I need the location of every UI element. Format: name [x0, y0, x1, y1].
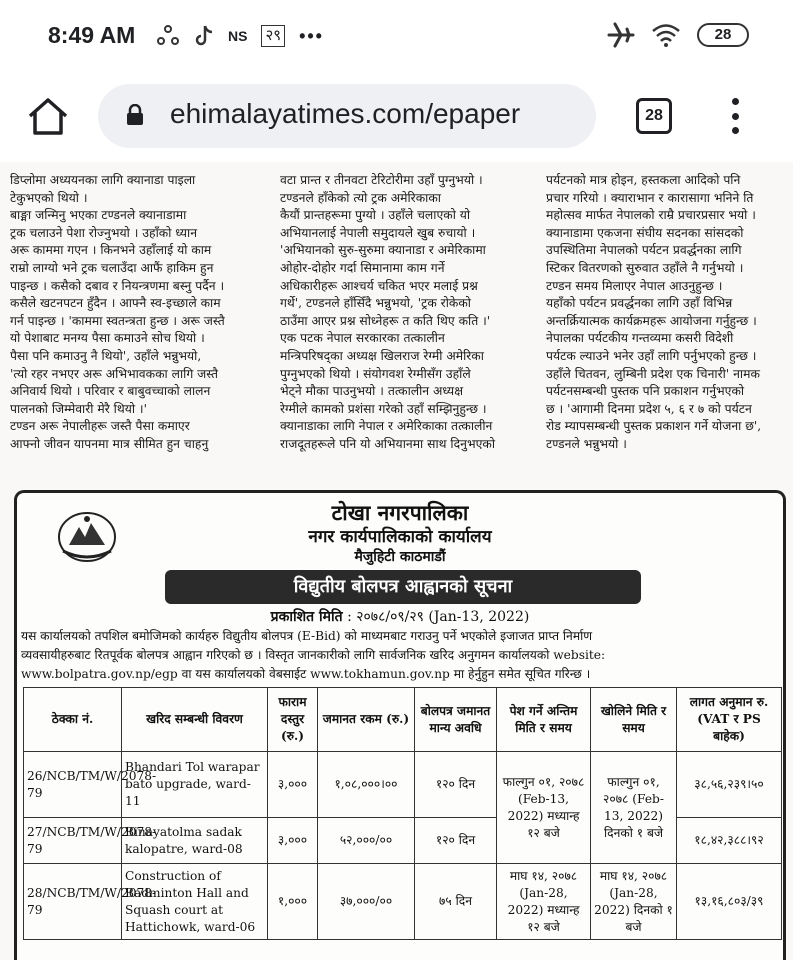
cell-contract-no: 26/NCB/TM/W/2078-79: [24, 752, 122, 818]
battery-icon: 28: [697, 23, 749, 47]
notice-body-line: व्यवसायीहरुबाट रितपूर्वक बोलपत्र आह्वान गरिएको छ । विस्तृत जानकारीको लागि सार्वजनिक खरिद अनुगमन कार्यालयको website:: [21, 648, 606, 662]
office-name: नगर कार्यपालिकाको कार्यालय: [308, 527, 492, 547]
cell-security-amount: ३७,०००/००: [318, 864, 415, 940]
article-line: नेपालका पर्यटकीय गन्तव्यमा कसरी विदेशी: [546, 331, 734, 346]
notification-icons: [156, 24, 324, 48]
more-notifications-icon: •••: [299, 25, 324, 46]
cell-submission-deadline: फाल्गुन ०१, २०७८ (Feb-13, 2022) मध्यान्ह १२ बजे: [497, 752, 591, 864]
article-line: पर्यटनसम्बन्धी पुस्तक पनि प्रकाशन गर्नुभएको: [546, 384, 745, 399]
url-text[interactable]: ehimalayatimes.com/epaper: [170, 98, 521, 129]
tender-table: [23, 687, 782, 940]
cell-validity: १२० दिन: [415, 752, 497, 818]
article-column-3: [546, 172, 786, 454]
news-badge-icon: २९: [261, 25, 285, 47]
wifi-icon: [651, 22, 681, 48]
cell-form-fee: ३,०००: [268, 818, 318, 864]
cell-submission-deadline: माघ १४, २०७८ (Jan-28, 2022) मध्यान्ह १२ बजे: [497, 864, 591, 940]
status-bar: [0, 0, 793, 72]
cell-cost-estimate: ३८,५६,२३९।५०: [677, 752, 782, 818]
article-text: [0, 172, 793, 470]
system-icons: [607, 22, 749, 48]
article-line: वटा प्रान्त र तीनवटा टेरिटोरीमा उहाँ पुग्नुभयो ।: [280, 173, 483, 187]
article-line: मन्त्रिपरिषद्का अध्यक्ष खिलराज रेग्मी अमेरिका: [280, 348, 484, 363]
table-row: [24, 864, 782, 940]
notice-body: [21, 627, 783, 684]
cell-validity: ७५ दिन: [415, 864, 497, 940]
home-icon[interactable]: [26, 96, 70, 136]
article-column-1: [10, 172, 262, 454]
article-line: पैसा पनि कमाउनु नै थियो', उहाँले भन्नुभयो,: [10, 348, 202, 363]
article-line: क्यानाडाका लागि नेपाल र अमेरिकाका तत्कालीन: [280, 419, 493, 434]
lock-icon[interactable]: [126, 104, 144, 126]
notice-body-line: यस कार्यालयको तपशिल बमोजिमको कार्यहरु विद्युतीय बोलपत्र (E-Bid) को माध्यमबाट गराउनु पर्ने भएकोले इजाजत प्राप्त निर्माण: [21, 629, 593, 643]
header-form-fee: फाराम दस्तुर (रु.): [268, 688, 318, 752]
publication-date-label: प्रकाशित मिति: [270, 609, 343, 625]
article-line: रेग्मीले कामको प्रशंसा गरेको उहाँ सम्झिनुहुन्छ ।: [280, 401, 487, 416]
article-line: कैयौं प्रान्तहरूमा पुग्यो । उहाँले चलाएको यो: [280, 208, 471, 223]
cell-opening-date: माघ १४, २०७८ (Jan-28, 2022) दिनको १ बजे: [591, 864, 677, 940]
cell-description: Binayatolma sadak kalopatre, ward-08: [122, 818, 268, 864]
cell-cost-estimate: १८,४२,३८८।९२: [677, 818, 782, 864]
tiktok-icon: [194, 24, 214, 48]
article-line: गर्न पाइन्छ । 'काममा स्वतन्त्रता हुन्छ । अरू जस्तै: [10, 313, 225, 328]
cell-cost-estimate: १३,१६,८०३/३९: [677, 864, 782, 940]
cell-security-amount: ५२,०००/००: [318, 818, 415, 864]
article-line: स्टिकर वितरणको सुरुवात उहाँले नै गर्नुभयो ।: [546, 260, 744, 275]
tender-notice: [14, 490, 786, 960]
ns-icon: NS: [228, 28, 248, 44]
article-line: छ । 'आगामी दिनमा प्रदेश ५, ६ र ७ को पर्यटन: [546, 401, 752, 416]
article-line: यहाँको पर्यटन प्रवर्द्धनका लागि उहाँ विभिन्न: [546, 296, 733, 311]
article-line: डिप्लोमा अध्ययनका लागि क्यानाडा पाइला: [10, 173, 196, 187]
article-line: अनिवार्य थियो । परिवार र बाबुवच्चाको लालन: [10, 384, 211, 399]
article-line: 'अभियानको सुरु-सुरुमा क्यानाडा र अमेरिकामा: [280, 243, 486, 258]
article-line: यो पेशाबाट मनग्य पैसा कमाउने सोच थियो ।: [10, 331, 205, 346]
browser-toolbar: [0, 72, 793, 162]
article-line: टेकुभएको थियो ।: [10, 190, 88, 205]
article-line: रोड म्यापसम्बन्धी पुस्तक प्रकाशन गर्ने योजना छ',: [546, 419, 762, 434]
article-line: आफ्नो जीवन यापनमा मात्र सीमित हुन चाहनु: [10, 436, 209, 451]
article-line: उहाँले चितवन, लुम्बिनी प्रदेश एक चिनारी' नामक: [546, 366, 760, 381]
cell-opening-date: फाल्गुन ०१, २०७८ (Feb-13, 2022) दिनको १ बजे: [591, 752, 677, 864]
header-opening-date: खोलिने मिति र समय: [591, 688, 677, 752]
article-line: टण्डन अरू नेपालीहरू जस्तै पैसा कमाएर: [10, 419, 190, 434]
article-line: कसैले खटनपटन हुँदैन । आफ्नै स्व-इच्छाले काम: [10, 296, 221, 311]
article-line: राम्रो लाग्यो भने ट्रक चलाउँदा आफैं हाकिम हुन: [10, 260, 214, 275]
article-line: एक पटक नेपाल सरकारका तत्कालीन: [280, 331, 445, 346]
article-line: पाइन्छ । कसैको दबाव र नियन्त्रणमा बस्नु पर्दैन ।: [10, 278, 225, 293]
article-line: पर्यटक ल्याउने भनेर उहाँ लागि पर्नुभएको हुन्छ ।: [546, 348, 757, 363]
cell-validity: १२० दिन: [415, 818, 497, 864]
epaper-page[interactable]: [0, 162, 793, 960]
article-line: राजदूतहरूले पनि यो अभियानमा साथ दिनुभएको: [280, 436, 496, 451]
article-line: गर्थे', टण्डनले हाँसिँदै भन्नुभयो, 'ट्रक रोकेको: [280, 296, 471, 311]
org-name: टोखा नगरपालिका: [331, 500, 469, 525]
status-time: 8:49 AM: [48, 22, 136, 48]
article-line: पुग्नुभएको थियो । संयोगवश रेग्मीसँग उहाँले: [280, 366, 471, 381]
article-line: ट्रक चलाउने पेशा रोज्नुभयो । उहाँको ध्यान: [10, 225, 198, 240]
tab-switcher-button[interactable]: 28: [636, 98, 672, 134]
article-line: ओहोर-दोहोर गर्दा सिमानामा काम गर्ने: [280, 260, 445, 275]
article-line: टण्डन समय मिलाएर नेपाल आउनुहुन्छ ।: [546, 278, 723, 293]
airplane-mode-icon: [607, 22, 635, 48]
article-column-2: [280, 172, 534, 454]
table-header-row: [24, 688, 782, 752]
article-line: पर्यटनको मात्र होइन, हस्तकला आदिको पनि: [546, 173, 741, 187]
article-line: टण्डनले हाँकेको त्यो ट्रक अमेरिकाका: [280, 190, 441, 205]
cell-security-amount: १,०८,०००।००: [318, 752, 415, 818]
article-line: अधिकारीहरू आश्चर्य चकित भएर मलाई प्रश्न: [280, 278, 478, 293]
header-cost-estimate: लागत अनुमान रु. (VAT र PS बाहेक): [677, 688, 782, 752]
article-line: महोत्सव मार्फत नेपालको राम्रै प्रचारप्रसार भयो ।: [546, 208, 756, 223]
cell-description: Construction of Badminton Hall and Squash court at Hattichowk, ward-06: [122, 864, 268, 940]
notice-title: विद्युतीय बोलपत्र आह्वानको सूचना: [165, 570, 641, 604]
notice-body-line: www.bolpatra.gov.np/egp वा यस कार्यालयको वेबसाईट www.tokhamun.gov.np मा हेर्नुहुन समेत सूचित गरिन्छ ।: [21, 667, 591, 681]
article-line: क्यानाडामा एकजना संघीय सदनका सांसदको: [546, 225, 744, 240]
cell-contract-no: 27/NCB/TM/W/2078-79: [24, 818, 122, 864]
header-security-amount: जमानत रकम (रु.): [318, 688, 415, 752]
article-line: 'त्यो रहर नभएर अरू अभिभावकका लागि जस्तै: [10, 366, 219, 381]
cell-form-fee: ३,०००: [268, 752, 318, 818]
article-line: अन्तर्क्रियात्मक कार्यक्रमहरू आयोजना गर्नुहुन्छ ।: [546, 313, 757, 328]
sync-icon: [156, 24, 180, 48]
header-validity: बोलपत्र जमानत मान्य अवधि: [415, 688, 497, 752]
article-line: बाङ्मा जन्मिनु भएका टण्डनले क्यानाडामा: [10, 208, 187, 223]
publication-date-value: : २०७८/०९/२९ (Jan-13, 2022): [347, 609, 530, 625]
header-submission-deadline: पेश गर्ने अन्तिम मिति र समय: [497, 688, 591, 752]
article-line: टण्डनले भन्नुभयो ।: [546, 436, 627, 451]
article-line: ठाउँमा आएर प्रश्न सोध्नेहरू त कति थिए कति ।': [280, 313, 491, 328]
article-line: भेट्ने मौका पाउनुभयो । तत्कालीन अध्यक्ष: [280, 384, 464, 399]
article-line: प्रचार गरियो । क्याराभान र कारासागा भनिने ति: [546, 190, 754, 205]
more-menu-icon[interactable]: [725, 96, 745, 136]
cell-description: Bhandari Tol warapar bato upgrade, ward-11: [122, 752, 268, 818]
table-row: [24, 752, 782, 818]
header-contract-no: ठेक्का नं.: [24, 688, 122, 752]
article-line: उपस्थितिमा नेपालको पर्यटन प्रवर्द्धनका लागि: [546, 243, 742, 258]
office-address: मैजुहिटी काठमाडौं: [354, 549, 446, 565]
publication-date: [17, 607, 783, 626]
header-description: खरिद सम्बन्धी विवरण: [122, 688, 268, 752]
article-line: अरू काममा गएन । किनभने उहाँलाई यो काम: [10, 243, 212, 258]
address-bar[interactable]: [98, 84, 596, 148]
cell-contract-no: 28/NCB/TM/W/2078-79: [24, 864, 122, 940]
cell-form-fee: १,०००: [268, 864, 318, 940]
article-line: अभियानलाई नेपाली समुदायले खुब रुचायो ।: [280, 225, 476, 240]
article-line: पालनको जिम्मेवारी मेरै थियो ।': [10, 401, 147, 416]
